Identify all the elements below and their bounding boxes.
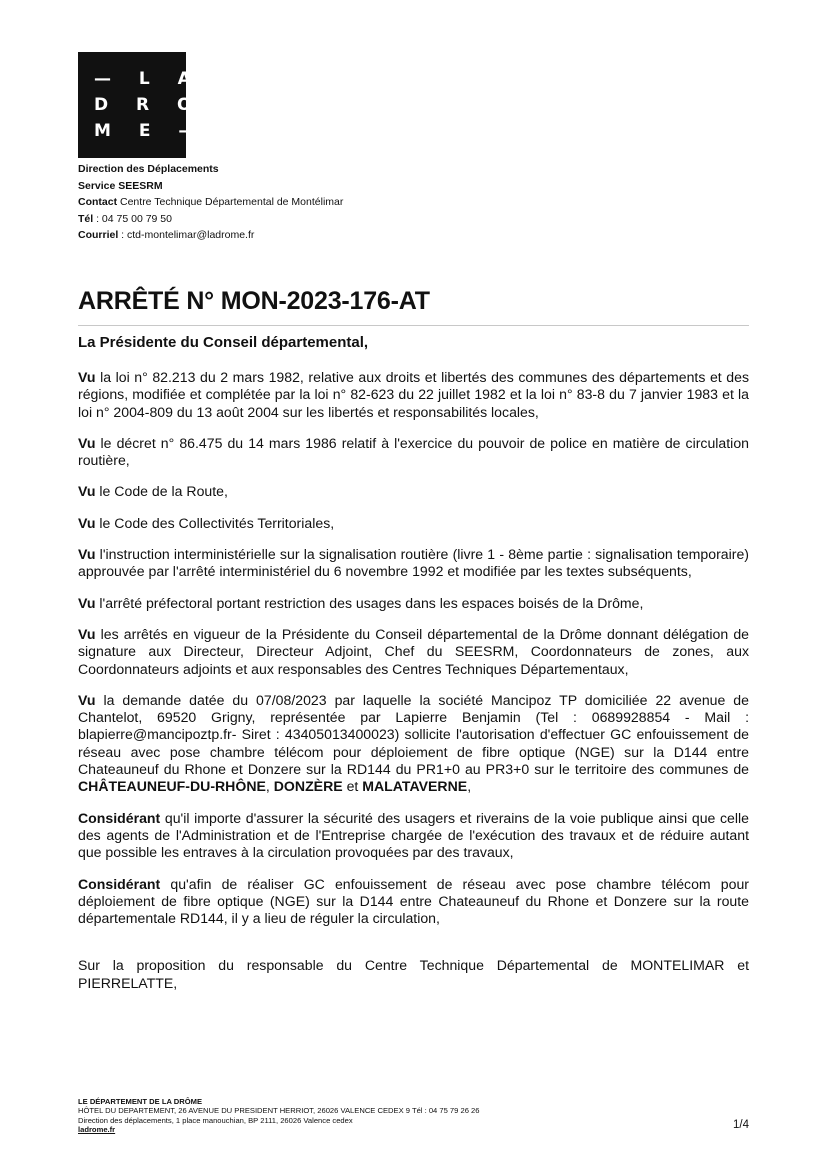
separator: et: [342, 778, 363, 795]
service-name: Service SEESRM: [78, 179, 163, 192]
contact-label: Contact: [78, 196, 118, 209]
paragraph-text: le Code des Collectivités Territoriales,: [95, 514, 335, 531]
paragraph-8: [78, 692, 749, 796]
considerant-lead: Considérant: [78, 875, 161, 892]
footer-address: HÔTEL DU DEPARTEMENT, 26 AVENUE DU PRESIDENT HERRIOT, 26026 VALENCE CEDEX 9 Tél : 04 75 79 26 26: [78, 1106, 480, 1116]
logo-row-1: — L A: [94, 69, 202, 89]
vu-lead: Vu: [78, 369, 96, 385]
contact-line: [78, 194, 343, 211]
courriel-value: : ctd-montelimar@ladrome.fr: [118, 229, 255, 242]
document-body: [78, 369, 749, 992]
direction-name: Direction des Déplacements: [78, 163, 219, 175]
courriel-line: [78, 227, 343, 244]
paragraph-11: [78, 957, 749, 992]
tel-value: : 04 75 00 79 50: [93, 212, 172, 225]
paragraph-end: ,: [467, 778, 472, 795]
footer-direction-address: Direction des déplacements, 1 place manouchian, BP 2111, 26026 Valence cedex: [78, 1115, 353, 1125]
footer-website-link[interactable]: ladrome.fr: [78, 1125, 116, 1135]
title-divider: [78, 325, 749, 326]
document-subtitle: La Présidente du Conseil départemental,: [78, 334, 369, 351]
page-footer: [78, 1097, 480, 1135]
document-title: ARRÊTÉ N° MON-2023-176-AT: [78, 287, 430, 315]
paragraph-9: [78, 810, 749, 862]
considerant-lead: Considérant: [78, 809, 161, 826]
paragraph-text: le décret n° 86.475 du 14 mars 1986 relatif à l'exercice du pouvoir de police en matière de circulation routière,: [78, 434, 749, 469]
logo-row-3: M E —: [94, 121, 207, 141]
vu-lead: Vu: [78, 514, 96, 531]
paragraph-6: [78, 595, 749, 612]
vu-lead: Vu: [78, 434, 96, 451]
vu-lead: Vu: [78, 594, 96, 611]
paragraph-7: [78, 626, 749, 678]
vu-lead: Vu: [78, 483, 96, 500]
paragraph-text: les arrêtés en vigueur de la Présidente du Conseil départemental de la Drôme donnant délégation de signature aux Directeur, Directeur Adjoint, Chef du SEESRM, Coordonnateurs de zones, aux Coordonnateurs adjoints et aux responsables des Centres Techniques Départementaux,: [78, 625, 749, 677]
paragraph-5: [78, 546, 749, 581]
tel-label: Tél: [78, 212, 94, 225]
tel-line: [78, 211, 343, 228]
separator: ,: [265, 778, 274, 795]
page-number: 1/4: [733, 1119, 749, 1131]
paragraph-text: l'instruction interministérielle sur la signalisation routière (livre 1 - 8ème partie : signalisation temporaire) approuvée par l'arrêté interministériel du 6 novembre 1992 et modifiée par les textes subséquents,: [78, 546, 749, 580]
commune-malataverne: MALATAVERNE: [362, 778, 468, 795]
paragraph-text: qu'il importe d'assurer la sécurité des usagers et riverains de la voie publique ainsi que celle des agents de l'Administration et de l'Entreprise chargée de l'exécution des travaux et de réduire autant que possible les entraves à la circulation provoquées par des travaux,: [78, 809, 749, 861]
paragraph-text: la loi n° 82.213 du 2 mars 1982, relative aux droits et libertés des communes des départements et des régions, modifiée et complétée par la loi n° 82-623 du 22 juillet 1982 et la loi n° 83-8 du 7 janvier 1983 et la loi n° 2004-809 du 13 août 2004 sur les libertés et responsabilités locales,: [78, 369, 749, 420]
paragraph-text: la demande datée du 07/08/2023 par laquelle la société Mancipoz TP domiciliée 22 avenue de Chantelot, 69520 Grigny, représentée par Lapierre Benjamin (Tel : 0689928854 - Mail : blapierre@mancipoztp.fr- Siret : 43405013400023) sollicite l'autorisation d'effectuer GC enfouissement de réseau avec pose chambre télécom pour déploiement de fibre optique (NGE) sur la D144 entre Chateauneuf du Rhone et Donzere sur la RD144 du PR1+0 au PR3+0 sur le territoire des communes de: [78, 691, 749, 778]
paragraph-10: [78, 876, 749, 928]
paragraph-1: [78, 369, 749, 421]
vu-lead: Vu: [78, 546, 96, 563]
commune-donzere: DONZÈRE: [273, 778, 343, 795]
ladrome-logo: [78, 52, 207, 158]
courriel-label: Courriel: [78, 229, 119, 242]
paragraph-text: le Code de la Route,: [95, 483, 228, 500]
footer-org: LE DÉPARTEMENT DE LA DRÔME: [78, 1097, 203, 1106]
paragraph-text: qu'afin de réaliser GC enfouissement de réseau avec pose chambre télécom pour déploiement de fibre optique (NGE) sur la D144 entre Chateauneuf du Rhone et Donzere sur la route départementale RD144, il y a lieu de réguler la circulation,: [78, 875, 749, 927]
contact-block: [78, 161, 343, 244]
vu-lead: Vu: [78, 625, 96, 642]
commune-chateauneuf: CHÂTEAUNEUF-DU-RHÔNE: [78, 778, 266, 795]
logo-row-2: D R O: [94, 95, 203, 115]
paragraph-2: [78, 435, 749, 470]
paragraph-4: [78, 515, 749, 532]
paragraph-3: [78, 483, 749, 500]
paragraph-text: l'arrêté préfectoral portant restriction des usages dans les espaces boisés de la Drôme,: [95, 594, 644, 611]
contact-value: Centre Technique Départemental de Montélimar: [117, 196, 344, 209]
vu-lead: Vu: [78, 691, 96, 708]
paragraph-text: Sur la proposition du responsable du Centre Technique Départemental de MONTELIMAR et PIERRELATTE,: [78, 957, 749, 991]
